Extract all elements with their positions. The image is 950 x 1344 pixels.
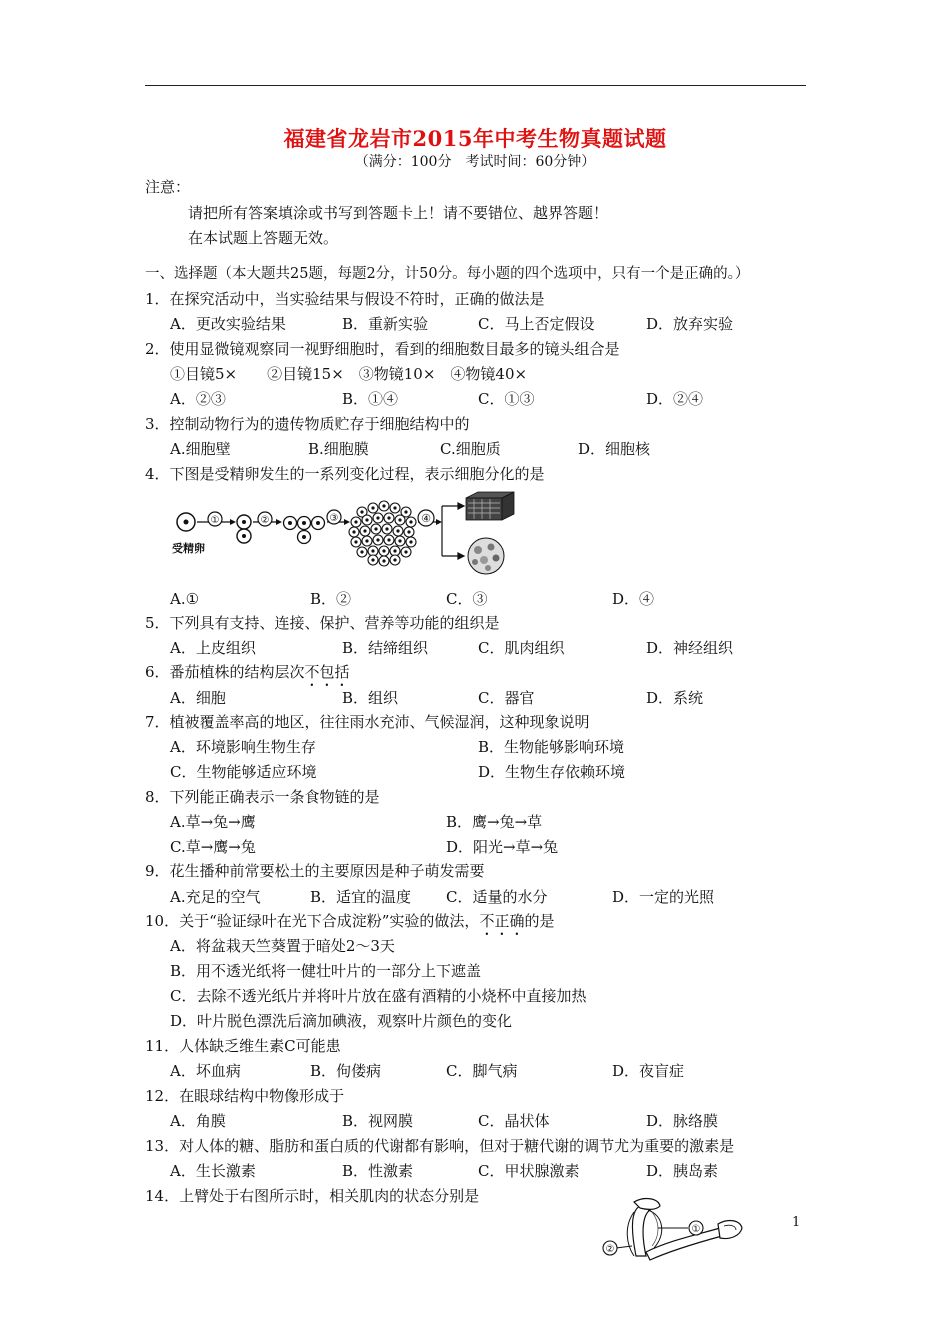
question-7-stem: 7．植被覆盖率高的地区，往往雨水充沛、气候湿润，这种现象说明 <box>145 713 590 731</box>
q8-option-a: A.草→兔→鹰 <box>170 813 256 831</box>
zygote-cell <box>177 513 195 531</box>
two-cells <box>237 515 251 543</box>
q9-option-b: B．适宜的温度 <box>310 888 412 906</box>
q9-option-c: C．适量的水分 <box>446 888 548 906</box>
cell-division-figure <box>170 490 520 582</box>
question-4-stem: 4．下图是受精卵发生的一系列变化过程，表示细胞分化的是 <box>145 465 545 483</box>
q8-option-d: D．阳光→草→兔 <box>446 838 559 856</box>
q11-option-d: D．夜盲症 <box>612 1062 685 1080</box>
stage-2-marker: ② <box>260 515 270 526</box>
notice-line-1: 请把所有答案填涂或书写到答题卡上！请不要错位、越界答题！ <box>188 204 609 222</box>
question-10-stem <box>145 911 554 939</box>
q1-option-b: B．重新实验 <box>342 315 429 333</box>
q9-option-a: A.充足的空气 <box>170 888 261 906</box>
q4-option-b: B．② <box>310 590 352 608</box>
arm-muscle-figure <box>600 1196 750 1276</box>
muscle-1-marker: ① <box>691 1224 701 1235</box>
q3-option-b: B.细胞膜 <box>308 440 369 458</box>
q2-option-d: D．②④ <box>646 390 704 408</box>
q10-option-b: B．用不透光纸将一健壮叶片的一部分上下遮盖 <box>170 962 482 980</box>
q13-option-a: A．生长激素 <box>170 1162 256 1180</box>
q12-option-d: D．脉络膜 <box>646 1112 719 1130</box>
q5-option-d: D．神经组织 <box>646 639 734 657</box>
q1-option-c: C．马上否定假设 <box>478 315 595 333</box>
q6-emphasis: 不包括 <box>304 663 350 681</box>
tissue-block <box>466 492 514 520</box>
q8-option-c: C.草→鹰→兔 <box>170 838 256 856</box>
q5-option-a: A．上皮组织 <box>170 639 256 657</box>
q5-option-b: B．结缔组织 <box>342 639 429 657</box>
arrow-2 <box>253 512 282 526</box>
q7-option-d: D．生物生存依赖环境 <box>478 763 626 781</box>
notice-label: 注意： <box>145 178 191 196</box>
question-11-stem: 11．人体缺乏维生素C可能患 <box>145 1037 341 1055</box>
question-5-stem: 5．下列具有支持、连接、保护、营养等功能的组织是 <box>145 614 500 632</box>
q10-option-c: C．去除不透光纸片并将叶片放在盛有酒精的小烧杯中直接加热 <box>170 987 587 1005</box>
exam-info: （满分：100分 考试时间：60分钟） <box>354 154 596 170</box>
q1-option-a: A．更改实验结果 <box>170 315 286 333</box>
q13-option-c: C．甲状腺激素 <box>478 1162 580 1180</box>
q6-option-d: D．系统 <box>646 689 704 707</box>
stage-4-marker: ④ <box>421 512 431 525</box>
q11-option-a: A．坏血病 <box>170 1062 241 1080</box>
q13-option-b: B．性激素 <box>342 1162 414 1180</box>
question-3-stem: 3．控制动物行为的遗传物质贮存于细胞结构中的 <box>145 415 470 433</box>
q9-option-d: D．一定的光照 <box>612 888 715 906</box>
q1-option-d: D．放弃实验 <box>646 315 734 333</box>
q7-option-a: A．环境影响生物生存 <box>170 738 316 756</box>
q3-option-d: D．细胞核 <box>578 440 651 458</box>
four-cells <box>284 517 325 544</box>
question-1-stem: 1．在探究活动中，当实验结果与假设不符时，正确的做法是 <box>145 290 545 308</box>
q2-option-c: C．①③ <box>478 390 535 408</box>
q5-option-c: C．肌肉组织 <box>478 639 565 657</box>
q10-stem-end: 的是 <box>524 912 555 930</box>
arrow-1 <box>197 512 236 526</box>
q6-stem-text: 6．番茄植株的结构层次 <box>145 663 305 681</box>
q7-option-c: C．生物能够适应环境 <box>170 763 317 781</box>
q11-option-c: C．脚气病 <box>446 1062 518 1080</box>
question-13-stem: 13．对人体的糖、脂肪和蛋白质的代谢都有影响，但对于糖代谢的调节尤为重要的激素是 <box>145 1137 735 1155</box>
question-8-stem: 8．下列能正确表示一条食物链的是 <box>145 788 380 806</box>
q4-option-a: A.① <box>170 590 200 608</box>
q4-option-d: D．④ <box>612 590 655 608</box>
q6-option-b: B．组织 <box>342 689 399 707</box>
section-heading: 一、选择题（本大题共25题，每题2分，计50分。每小题的四个选项中，只有一个是正确的。） <box>145 266 750 282</box>
q12-option-c: C．晶状体 <box>478 1112 550 1130</box>
q3-option-a: A.细胞壁 <box>170 440 231 458</box>
question-2-stem: 2．使用显微镜观察同一视野细胞时，看到的细胞数目最多的镜头组合是 <box>145 340 620 358</box>
question-6-stem <box>145 662 350 690</box>
header-rule <box>145 85 806 86</box>
q10-option-d: D．叶片脱色漂洗后滴加碘液，观察叶片颜色的变化 <box>170 1012 513 1030</box>
q6-option-a: A．细胞 <box>170 689 226 707</box>
q12-option-a: A．角膜 <box>170 1112 226 1130</box>
differentiation-bracket <box>442 503 464 559</box>
question-14-stem: 14．上臂处于右图所示时，相关肌肉的状态分别是 <box>145 1187 480 1205</box>
q12-option-b: B．视网膜 <box>342 1112 414 1130</box>
notice-line-2: 在本试题上答题无效。 <box>188 229 339 247</box>
arrow-4 <box>418 510 442 526</box>
q3-option-c: C.细胞质 <box>440 440 501 458</box>
zygote-label: 受精卵 <box>172 542 205 555</box>
q10-stem-text: 10．关于“验证绿叶在光下合成淀粉”实验的做法， <box>145 912 480 930</box>
muscle-2-marker: ② <box>605 1244 615 1255</box>
q10-emphasis: 不正确 <box>479 912 525 930</box>
q10-option-a: A．将盆栽天竺葵置于暗处2～3天 <box>170 937 395 955</box>
q2-option-a: A．②③ <box>170 390 226 408</box>
q8-option-b: B．鹰→兔→草 <box>446 813 543 831</box>
question-9-stem: 9．花生播种前常要松土的主要原因是种子萌发需要 <box>145 862 485 880</box>
arrow-3 <box>327 510 350 525</box>
stage-1-marker: ① <box>210 515 220 526</box>
q11-option-b: B．佝偻病 <box>310 1062 382 1080</box>
q4-option-c: C．③ <box>446 590 488 608</box>
stage-3-marker: ③ <box>329 513 339 524</box>
page-title: 福建省龙岩市2015年中考生物真题试题 <box>283 126 667 151</box>
page-number: 1 <box>792 1215 801 1230</box>
blood-cell-sphere <box>468 538 504 574</box>
q2-lens-list: ①目镜5× ②目镜15× ③物镜10× ④物镜40× <box>170 365 528 383</box>
q13-option-d: D．胰岛素 <box>646 1162 719 1180</box>
q6-option-c: C．器官 <box>478 689 535 707</box>
q7-option-b: B．生物能够影响环境 <box>478 738 625 756</box>
question-12-stem: 12．在眼球结构中物像形成于 <box>145 1087 345 1105</box>
q2-option-b: B．①④ <box>342 390 399 408</box>
